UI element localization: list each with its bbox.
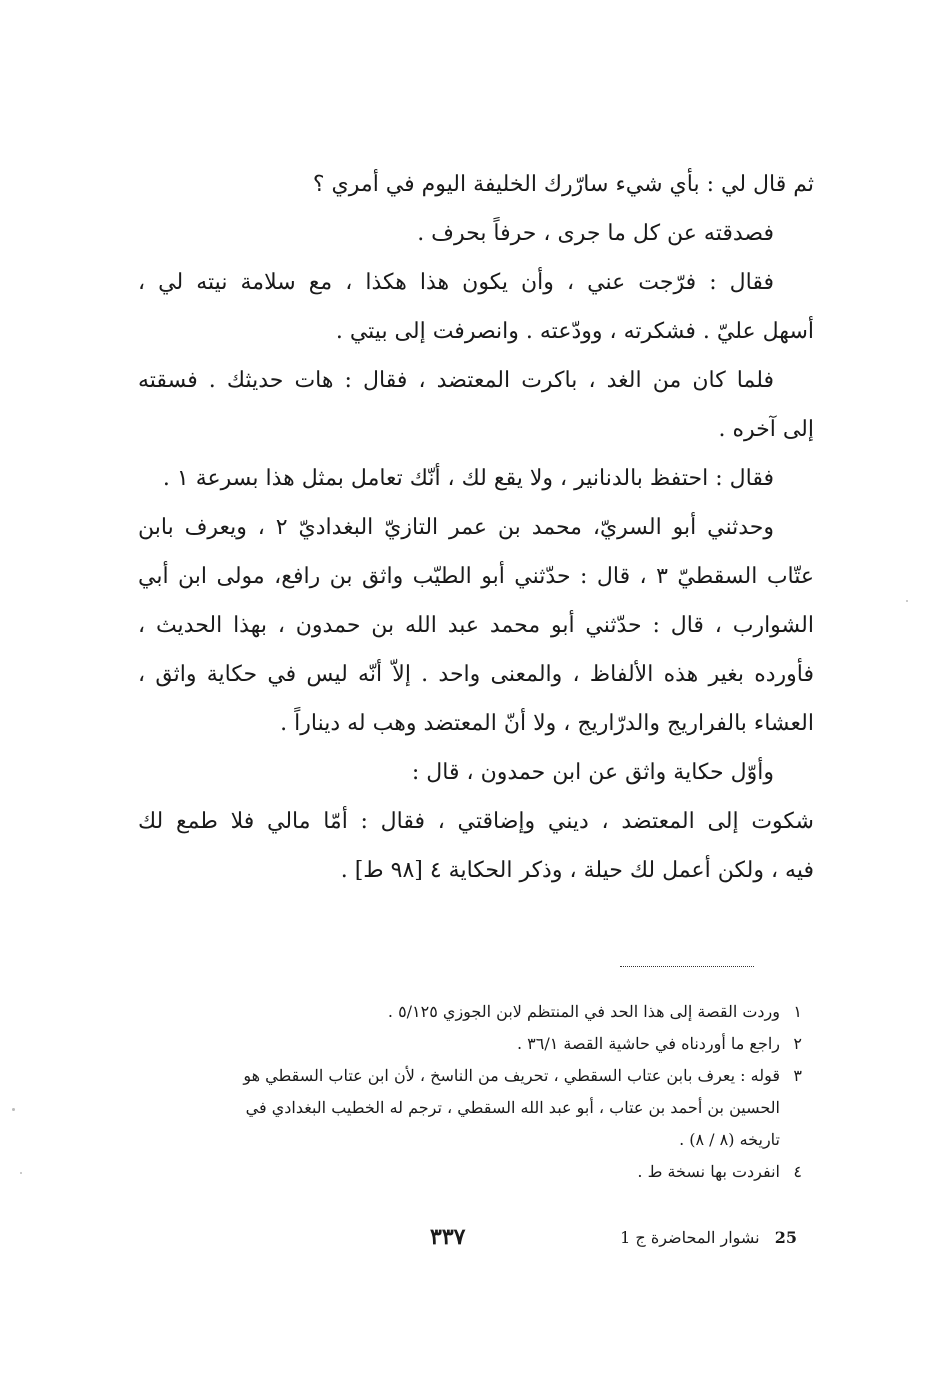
text-line: وأوّل حكاية واثق عن ابن حمدون ، قال : [411, 760, 774, 785]
text-line: العشاء بالفراريج والدرّاريج ، ولا أنّ المعتضد وهب له ديناراً . [280, 711, 814, 736]
page-number: ٣٣٧ [430, 1224, 466, 1250]
footnote-3-continued: الحسين بن أحمد بن عتاب ، أبو عبد الله السقطي ، ترجم له الخطيب البغدادي في [245, 1098, 780, 1117]
footnote-2 [135, 1028, 802, 1060]
footnote-separator [620, 966, 754, 967]
scan-speck [20, 1172, 22, 1174]
text-line: شكوت إلى المعتضد ، ديني وإضاقتي ، فقال : أمّا مالي فلا طمع لك [138, 809, 814, 834]
scan-speck [906, 600, 908, 602]
footnote-4 [135, 1156, 802, 1188]
footnote-text: راجع ما أوردناه في حاشية القصة ٣٦/١ . [516, 1034, 780, 1053]
footnote-number: ٢ [793, 1034, 802, 1053]
text-line: إلى آخره . [718, 417, 814, 442]
text-line: وحدثني أبو السريّ، محمد بن عمر التازيّ البغداديّ ٢ ، ويعرف بابن [138, 515, 774, 540]
footnote-text: وردت القصة إلى هذا الحد في المنتظم لابن الجوزي ٥/١٢٥ . [387, 1002, 780, 1021]
text-line: ثم قال لي : بأي شيء سارّرك الخليفة اليوم في أمري ؟ [312, 172, 814, 197]
text-line: الشوارب ، قال : حدّثني أبو محمد عبد الله بن حمدون ، بهذا الحديث ، [138, 613, 814, 638]
footnote-number: ٤ [793, 1162, 802, 1181]
footnote-number: ١ [793, 1002, 802, 1021]
signature-mark [620, 1228, 797, 1247]
main-text [138, 160, 814, 895]
signature-count: 25 [774, 1228, 797, 1247]
text-line: فأورده بغير هذه الألفاظ ، والمعنى واحد . إلاّ أنّه ليس في حكاية واثق ، [138, 662, 814, 687]
text-line: عتّاب السقطيّ ٣ ، قال : حدّثني أبو الطيّب واثق بن رافع، مولى ابن أبي [138, 564, 814, 589]
text-line: فصدقته عن كل ما جرى ، حرفاً بحرف . [417, 221, 774, 246]
text-line: فقال : احتفظ بالدنانير ، ولا يقع لك ، أنّك تعامل بمثل هذا بسرعة ١ . [162, 466, 774, 491]
footnote-3-continued: تاريخه (٨ / ٨) . [679, 1130, 780, 1149]
signature-title: نشوار المحاضرة ج 1 [620, 1228, 760, 1247]
footnote-1 [135, 996, 802, 1028]
footnote-3 [135, 1060, 802, 1092]
text-line: فيه ، ولكن أعمل لك حيلة ، وذكر الحكاية ٤ [٩٨ ط] . [340, 858, 814, 883]
text-line: أسهل عليّ . فشكرته ، وودّعته . وانصرفت إلى بيتي . [335, 319, 814, 344]
text-line: فلما كان من الغد ، باكرت المعتضد ، فقال : هات حديثك . فسقته [138, 368, 774, 393]
footnote-text: انفردت بها نسخة ط . [637, 1162, 780, 1181]
footnotes [135, 996, 802, 1188]
footnote-text: قوله : يعرف بابن عتاب السقطي ، تحريف من الناسخ ، لأن ابن عتاب السقطي هو [243, 1066, 780, 1085]
text-line: فقال : فرّجت عني ، وأن يكون هذا هكذا ، مع سلامة نيته لي ، [138, 270, 774, 295]
scan-speck [12, 1108, 15, 1111]
footnote-number: ٣ [793, 1066, 802, 1085]
